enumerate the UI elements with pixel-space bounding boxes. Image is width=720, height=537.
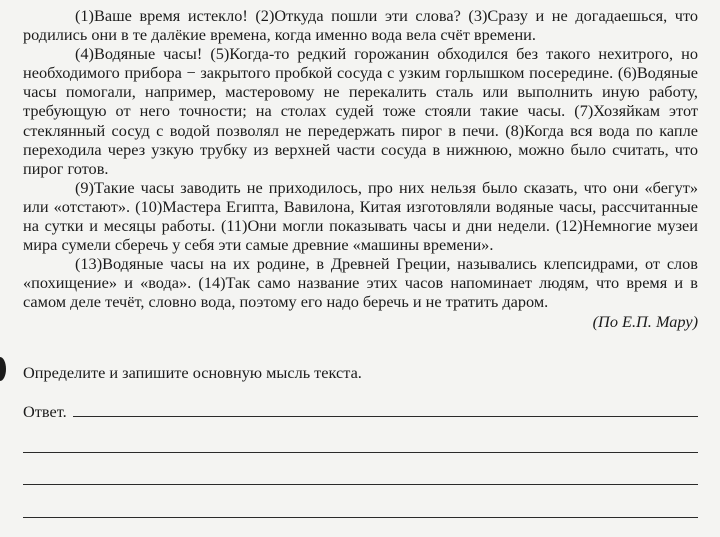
author-attribution: (По Е.П. Мару) bbox=[592, 311, 698, 331]
answer-line-2[interactable] bbox=[23, 452, 698, 453]
answer-line-3[interactable] bbox=[23, 484, 698, 485]
paragraph-2: (4)Водяные часы! (5)Когда-то редкий горожанин обходился без такого нехитрого, но необходимого прибора − закрытого пробкой сосуда с узким горлышком посередине. (6)Водяные часы помогали, например, мастеровому не перекалить сталь или выполнить иную работу, требующую от него точности; на столах судей тоже стояли такие часы. (7)Хозяйкам этот стеклянный сосуд с водой позволял не передержать пирог в печи. (8)Когда вся вода по капле переходила через узкую трубку из верхней части сосуда в нижнюю, можно было считать, что пирог готов. bbox=[23, 44, 698, 178]
answer-label: Ответ. bbox=[23, 402, 67, 421]
answer-line-4[interactable] bbox=[23, 517, 698, 518]
answer-line-1[interactable] bbox=[73, 402, 698, 417]
task-question: Определите и запишите основную мысль текста. bbox=[23, 363, 362, 382]
text-passage bbox=[23, 6, 698, 331]
page-edge-mark bbox=[0, 357, 6, 381]
paragraph-4: (13)Водяные часы на их родине, в Древней Греции, назывались клепсидрами, от слов «похищение» и «вода». (14)Так само название этих часов напоминает людям, что время и в самом деле течёт, словно вода, поэтому его надо беречь и не тратить даром. bbox=[23, 254, 698, 312]
paragraph-3: (9)Такие часы заводить не приходилось, про них нельзя было сказать, что они «бегут» или «отстают». (10)Мастера Египта, Вавилона, Китая изготовляли водяные часы, рассчитанные на сутки и месяцы работы. (11)Они могли показывать часы и дни недели. (12)Немногие музеи мира сумели сберечь у себя эти самые древние «машины времени». bbox=[23, 177, 698, 255]
paragraph-1: (1)Ваше время истекло! (2)Откуда пошли эти слова? (3)Сразу и не догадаешься, что родились они в те далёкие времена, когда именно вода вела счёт времени. bbox=[23, 6, 698, 45]
answer-row[interactable] bbox=[23, 401, 698, 421]
